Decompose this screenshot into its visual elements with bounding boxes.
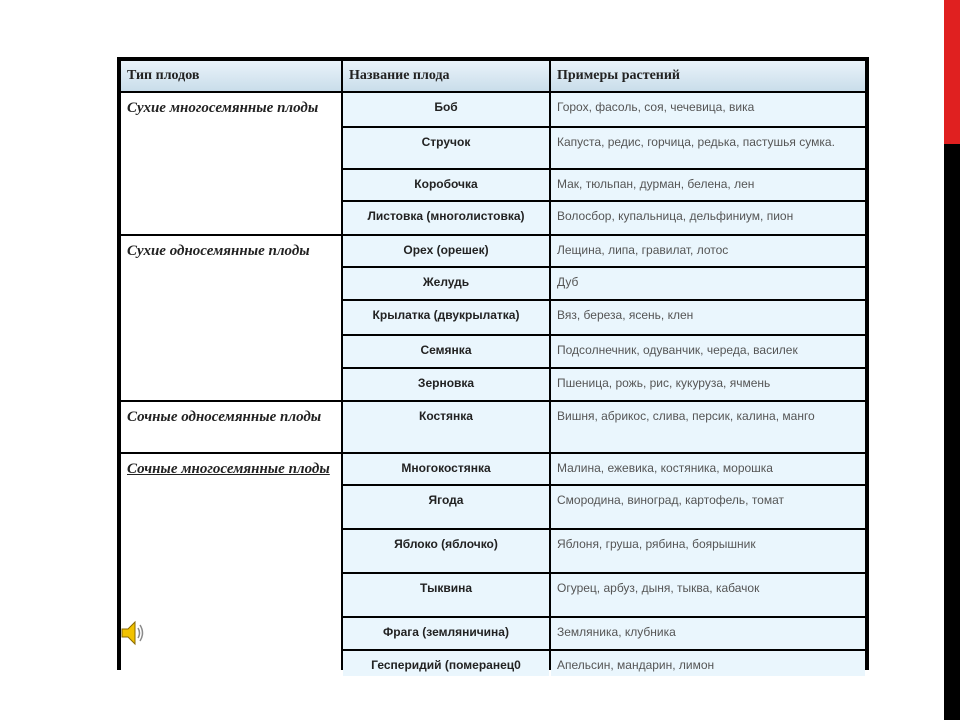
examples-cell: Подсолнечник, одуванчик, череда, василек: [551, 336, 865, 367]
examples-cell: Горох, фасоль, соя, чечевица, вика: [551, 93, 865, 126]
fruit-name-cell: Боб: [343, 93, 549, 126]
speaker-icon-graphic: [120, 617, 146, 649]
fruit-types-table: [119, 59, 867, 678]
examples-cell: Капуста, редис, горчица, редька, пастушья сумка.: [551, 128, 865, 168]
fruit-name-cell: Зерновка: [343, 369, 549, 400]
fruit-name-cell: Фрага (земляничина): [343, 618, 549, 649]
examples-cell: Вяз, береза, ясень, клен: [551, 301, 865, 334]
fruit-name-cell: Коробочка: [343, 170, 549, 200]
examples-cell: Малина, ежевика, костяника, морошка: [551, 454, 865, 484]
examples-cell: Мак, тюльпан, дурман, белена, лен: [551, 170, 865, 200]
fruit-name-cell: Желудь: [343, 268, 549, 299]
examples-cell: Лещина, липа, гравилат, лотос: [551, 236, 865, 266]
fruit-name-cell: Стручок: [343, 128, 549, 168]
fruit-name-cell: Орех (орешек): [343, 236, 549, 266]
examples-cell: Земляника, клубника: [551, 618, 865, 649]
table-header-row: [121, 61, 865, 91]
type-cell: Сочные многосемянные плоды: [121, 454, 341, 676]
table-row: [121, 402, 865, 452]
table-row: [121, 93, 865, 126]
examples-cell: Апельсин, мандарин, лимон: [551, 651, 865, 676]
table-row: [121, 454, 865, 484]
speaker-icon[interactable]: [120, 617, 146, 649]
header-fruit-name: Название плода: [343, 61, 549, 91]
fruit-name-cell: Костянка: [343, 402, 549, 452]
fruit-name-cell: Семянка: [343, 336, 549, 367]
examples-cell: Волосбор, купальница, дельфиниум, пион: [551, 202, 865, 234]
fruit-name-cell: Крылатка (двукрылатка): [343, 301, 549, 334]
examples-cell: Яблоня, груша, рябина, боярышник: [551, 530, 865, 572]
fruit-types-table-frame: [117, 57, 869, 670]
fruit-name-cell: Гесперидий (померанец0: [343, 651, 549, 676]
accent-bar-black: [944, 144, 960, 720]
examples-cell: Пшеница, рожь, рис, кукуруза, ячмень: [551, 369, 865, 400]
type-cell: Сухие многосемянные плоды: [121, 93, 341, 234]
header-fruit-type: Тип плодов: [121, 61, 341, 91]
accent-bar-red: [944, 0, 960, 144]
examples-cell: Вишня, абрикос, слива, персик, калина, манго: [551, 402, 865, 452]
fruit-name-cell: Многокостянка: [343, 454, 549, 484]
fruit-name-cell: Яблоко (яблочко): [343, 530, 549, 572]
table-row: [121, 236, 865, 266]
type-cell: Сухие односемянные плоды: [121, 236, 341, 400]
fruit-name-cell: Тыквина: [343, 574, 549, 616]
examples-cell: Смородина, виноград, картофель, томат: [551, 486, 865, 528]
type-cell: Сочные односемянные плоды: [121, 402, 341, 452]
examples-cell: Дуб: [551, 268, 865, 299]
fruit-name-cell: Ягода: [343, 486, 549, 528]
fruit-name-cell: Листовка (многолистовка): [343, 202, 549, 234]
examples-cell: Огурец, арбуз, дыня, тыква, кабачок: [551, 574, 865, 616]
header-plant-examples: Примеры растений: [551, 61, 865, 91]
